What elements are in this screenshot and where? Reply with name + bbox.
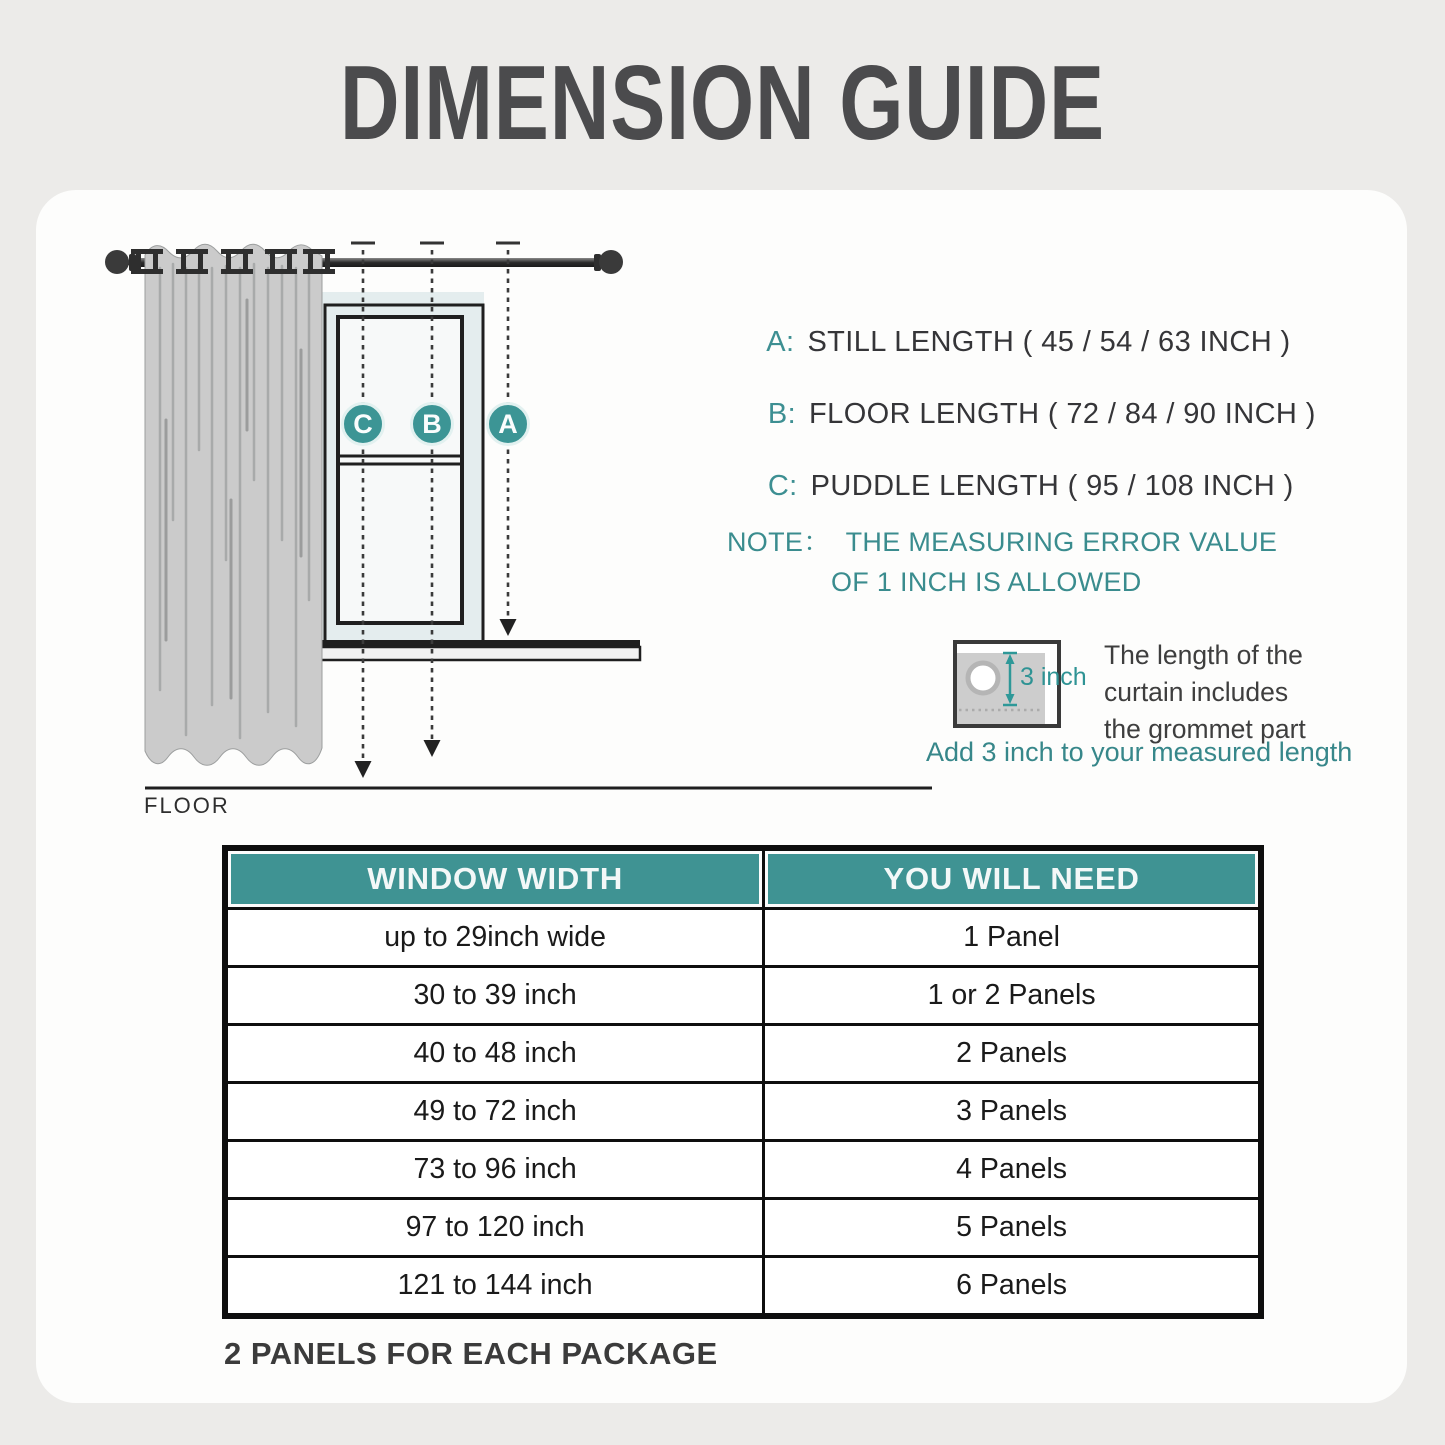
marker-a	[488, 243, 529, 636]
window-width-cell: 30 to 39 inch	[225, 967, 764, 1025]
col-header-window-width: WINDOW WIDTH	[225, 848, 764, 909]
window-width-cell: up to 29inch wide	[225, 909, 764, 967]
grommet-caption-1: The length of the	[1104, 640, 1303, 670]
floor-label: FLOOR	[144, 793, 230, 818]
length-c-prefix: C:	[767, 470, 798, 502]
window-width-cell: 40 to 48 inch	[225, 1025, 764, 1083]
length-a-prefix: A:	[766, 326, 795, 358]
table-header-row	[225, 848, 1261, 909]
length-line-a	[734, 293, 1291, 358]
panels-needed-cell: 2 Panels	[764, 1025, 1261, 1083]
note-line-1: NOTE： THE MEASURING ERROR VALUE	[727, 527, 1278, 557]
panels-needed-cell: 3 Panels	[764, 1083, 1261, 1141]
marker-b-letter: B	[422, 409, 442, 439]
length-a-text: STILL LENGTH ( 45 / 54 / 63 INCH )	[807, 326, 1291, 358]
curtain-panel-drawing	[145, 244, 322, 765]
grommet-measure-label: 3 inch	[1020, 663, 1087, 691]
window-width-cell: 49 to 72 inch	[225, 1083, 764, 1141]
note-line-2: OF 1 INCH IS ALLOWED	[831, 567, 1142, 597]
table-row	[225, 909, 1261, 967]
panels-needed-cell: 5 Panels	[764, 1199, 1261, 1257]
marker-a-letter: A	[498, 409, 518, 439]
table-row	[225, 967, 1261, 1025]
panels-needed-cell: 1 or 2 Panels	[764, 967, 1261, 1025]
window-width-cell: 121 to 144 inch	[225, 1257, 764, 1317]
col-header-you-will-need: YOU WILL NEED	[764, 848, 1261, 909]
floor	[144, 788, 932, 818]
panels-needed-cell: 4 Panels	[764, 1141, 1261, 1199]
length-line-c	[734, 437, 1294, 502]
panels-needed-cell: 6 Panels	[764, 1257, 1261, 1317]
table-row	[225, 1025, 1261, 1083]
table-row	[225, 1199, 1261, 1257]
grommet-ring-icon	[968, 663, 998, 693]
title-wrap	[0, 44, 1445, 162]
right-finial-icon	[599, 250, 623, 274]
length-line-b	[734, 365, 1316, 430]
length-c-text: PUDDLE LENGTH ( 95 / 108 INCH )	[810, 470, 1294, 502]
add-inch-note: Add 3 inch to your measured length	[926, 737, 1353, 767]
grommet-caption-3: the grommet part	[1104, 714, 1306, 744]
page-title: DIMENSION GUIDE	[339, 44, 1106, 162]
left-finial-icon	[105, 250, 129, 274]
length-b-prefix: B:	[767, 398, 797, 430]
panels-needed-cell: 1 Panel	[764, 909, 1261, 967]
package-note: 2 PANELS FOR EACH PACKAGE	[224, 1336, 718, 1371]
window-width-cell: 97 to 120 inch	[225, 1199, 764, 1257]
marker-c-letter: C	[353, 409, 373, 439]
table-row	[225, 1083, 1261, 1141]
window-width-cell: 73 to 96 inch	[225, 1141, 764, 1199]
panel-size-table	[222, 845, 1264, 1319]
table-row	[225, 1141, 1261, 1199]
window	[305, 292, 640, 660]
grommet-caption-2: curtain includes	[1104, 677, 1289, 707]
table-row	[225, 1257, 1261, 1317]
length-b-text: FLOOR LENGTH ( 72 / 84 / 90 INCH )	[809, 398, 1316, 430]
